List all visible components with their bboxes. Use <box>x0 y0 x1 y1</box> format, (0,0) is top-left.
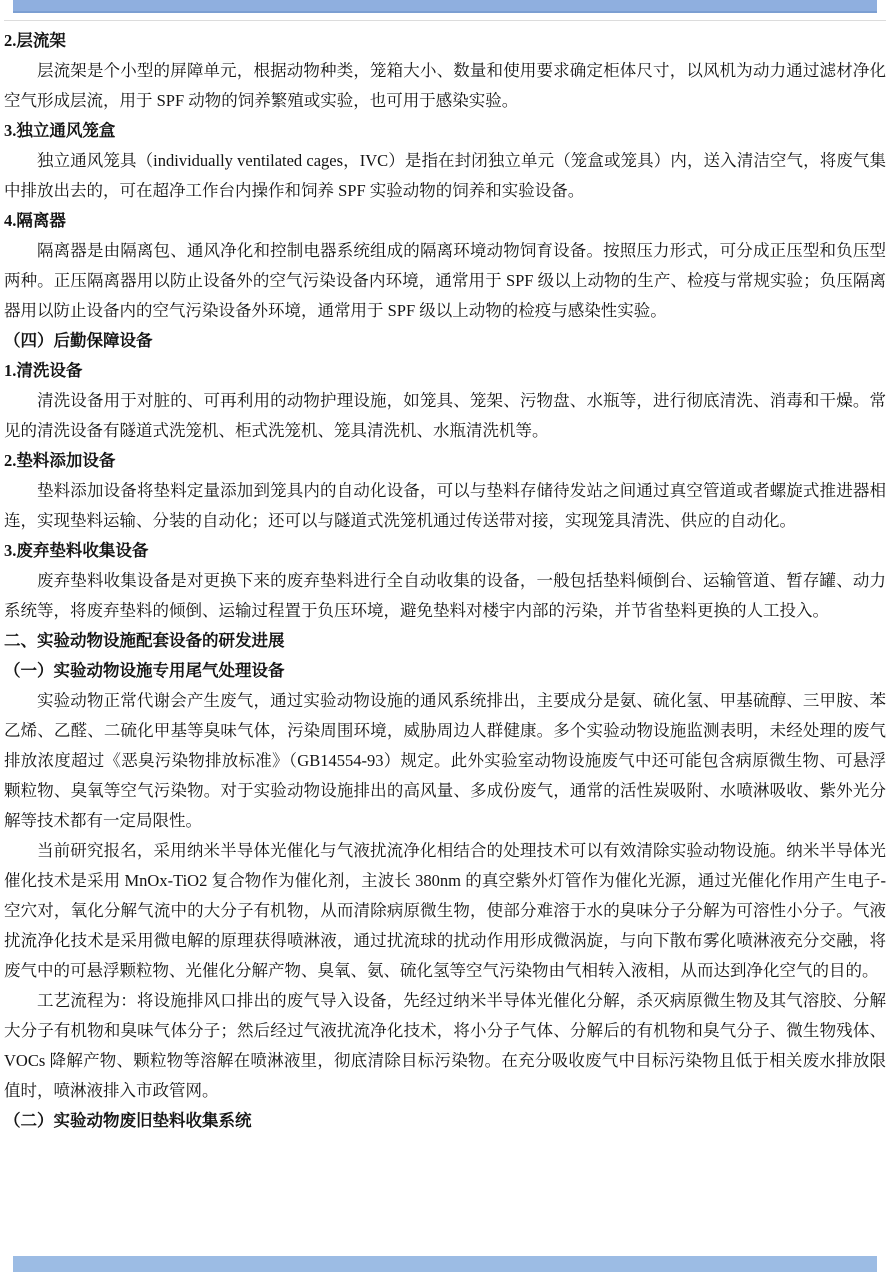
doc-subheading: 2.层流架 <box>4 31 66 50</box>
top-highlight-bar <box>13 0 877 13</box>
document-body <box>4 26 886 1136</box>
doc-subheading: 2.垫料添加设备 <box>4 451 116 470</box>
doc-paragraph: 隔离器是由隔离包、通风净化和控制电器系统组成的隔离环境动物饲育设备。按照压力形式，可分成正压型和负压型两种。正压隔离器用以防止设备外的空气污染设备内环境，通常用于 SPF 级以上动物的生产、检疫与常规实验；负压隔离器用以防止设备内的空气污染设备外环境，通常用于 SPF 级以上动物的检疫与感染性实验。 <box>4 241 886 320</box>
doc-paragraph: 废弃垫料收集设备是对更换下来的废弃垫料进行全自动收集的设备，一般包括垫料倾倒台、运输管道、暂存罐、动力系统等，将废弃垫料的倾倒、运输过程置于负压环境，避免垫料对楼宇内部的污染，并节省垫料更换的人工投入。 <box>4 571 886 620</box>
doc-section-heading: （一）实验动物设施专用尾气处理设备 <box>4 661 285 680</box>
doc-paragraph: 工艺流程为：将设施排风口排出的废气导入设备，先经过纳米半导体光催化分解，杀灭病原微生物及其气溶胶、分解大分子有机物和臭味气体分子；然后经过气液扰流净化技术，将小分子气体、分解后的有机物和臭气分子、微生物残体、VOCs 降解产物、颗粒物等溶解在喷淋液里，彻底清除目标污染物。在充分吸收废气中目标污染物且低于相关废水排放限值时，喷淋液排入市政管网。 <box>4 991 886 1100</box>
doc-subheading: 4.隔离器 <box>4 211 66 230</box>
doc-section-heading: 二、实验动物设施配套设备的研发进展 <box>4 631 285 650</box>
doc-subheading: 3.废弃垫料收集设备 <box>4 541 149 560</box>
doc-section-heading: （二）实验动物废旧垫料收集系统 <box>4 1111 252 1130</box>
bottom-highlight-bar <box>13 1256 877 1272</box>
doc-subheading: 1.清洗设备 <box>4 361 83 380</box>
doc-paragraph: 独立通风笼具（individually ventilated cages，IVC）是指在封闭独立单元（笼盒或笼具）内，送入清洁空气，将废气集中排放出去的，可在超净工作台内操作和饲养 SPF 实验动物的饲养和实验设备。 <box>4 151 886 200</box>
doc-paragraph: 垫料添加设备将垫料定量添加到笼具内的自动化设备，可以与垫料存储待发站之间通过真空管道或者螺旋式推进器相连，实现垫料运输、分装的自动化；还可以与隧道式洗笼机通过传送带对接，实现笼具清洗、供应的自动化。 <box>4 481 886 530</box>
doc-paragraph: 层流架是个小型的屏障单元，根据动物种类，笼箱大小、数量和使用要求确定柜体尺寸，以风机为动力通过滤材净化空气形成层流，用于 SPF 动物的饲养繁殖或实验，也可用于感染实验。 <box>4 61 886 110</box>
doc-paragraph: 当前研究报名，采用纳米半导体光催化与气液扰流净化相结合的处理技术可以有效清除实验动物设施。纳米半导体光催化技术是采用 MnOx-TiO2 复合物作为催化剂，主波长 380nm 的真空紫外灯管作为催化光源，通过光催化作用产生电子-空穴对，氧化分解气流中的大分子有机物，从而清除病原微生物，使部分难溶于水的臭味分子分解为可溶性小分子。气液扰流净化技术是采用微电解的原理获得喷淋液，通过扰流球的扰动作用形成微涡旋，与向下散布雾化喷淋液充分交融，将废气中的可悬浮颗粒物、光催化分解产物、臭氧、氨、硫化氢等空气污染物由气相转入液相，从而达到净化空气的目的。 <box>4 841 886 980</box>
doc-section-heading: （四）后勤保障设备 <box>4 331 153 350</box>
doc-subheading: 3.独立通风笼盒 <box>4 121 116 140</box>
doc-paragraph: 实验动物正常代谢会产生废气，通过实验动物设施的通风系统排出，主要成分是氨、硫化氢、甲基硫醇、三甲胺、苯乙烯、乙醛、二硫化甲基等臭味气体，污染周围环境，威胁周边人群健康。多个实验动物设施监测表明，未经处理的废气排放浓度超过《恶臭污染物排放标准》（GB14554-93）规定。此外实验室动物设施废气中还可能包含病原微生物、可悬浮颗粒物、臭氧等空气污染物。对于实验动物设施排出的高风量、多成份废气，通常的活性炭吸附、水喷淋吸收、紫外光分解等技术都有一定局限性。 <box>4 691 886 830</box>
horizontal-rule <box>4 20 886 21</box>
doc-paragraph: 清洗设备用于对脏的、可再利用的动物护理设施，如笼具、笼架、污物盘、水瓶等，进行彻底清洗、消毒和干燥。常见的清洗设备有隧道式洗笼机、柜式洗笼机、笼具清洗机、水瓶清洗机等。 <box>4 391 886 440</box>
